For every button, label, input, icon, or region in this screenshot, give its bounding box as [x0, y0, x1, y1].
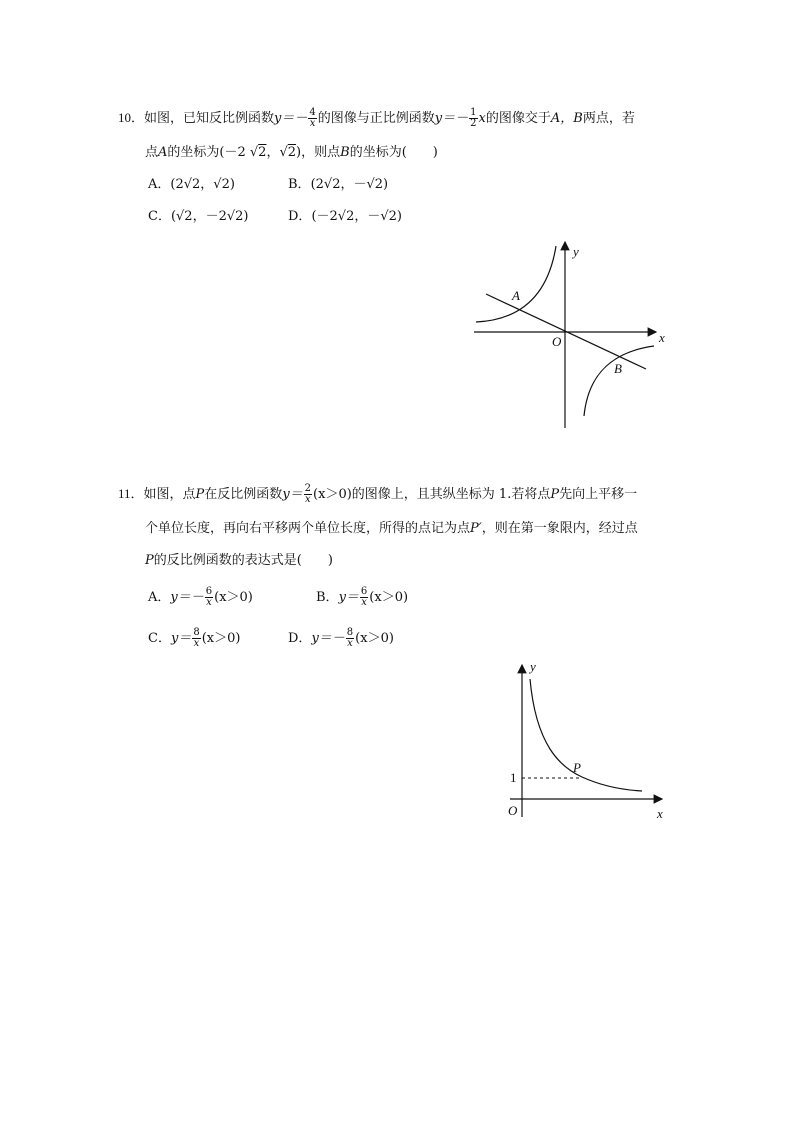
- option-label: C．: [148, 631, 171, 646]
- q10-option-c[interactable]: [148, 208, 248, 226]
- q11-point-p-2: P: [550, 487, 560, 502]
- q11-text-2: 个单位长度，再向右平移两个单位长度，所得的点记为点: [145, 521, 471, 536]
- option-cond: (x＞0): [201, 631, 241, 646]
- q11-text-1a: 如图，点: [143, 487, 196, 502]
- origin-label: O: [508, 803, 518, 818]
- q10-func2-den: 2: [470, 118, 477, 129]
- q10-text-1c: 的图像交于: [485, 111, 551, 126]
- q11-point-p: P: [195, 487, 205, 502]
- option-den: x: [361, 597, 367, 608]
- q10-func1-lhs: y＝－: [274, 111, 308, 126]
- q10-line2: 点A的坐标为(－2 √2，√2)，则点B的坐标为( ): [145, 145, 438, 160]
- q10-func2-lhs: y＝－: [434, 111, 469, 126]
- q10-text-1d: 两点，若: [582, 111, 635, 126]
- tick-one-label: 1: [510, 770, 517, 785]
- option-value: (√2，－2√2): [170, 209, 249, 224]
- q11-func-den: x: [305, 494, 311, 505]
- y-axis-label: y: [530, 659, 536, 674]
- q11-line3: [145, 552, 333, 570]
- option-label: B．: [316, 590, 339, 605]
- q11-option-c[interactable]: [148, 628, 240, 649]
- q10-sqrt-b: 2: [287, 145, 297, 160]
- q11-line2: [145, 520, 638, 538]
- q10-number: 10．: [118, 110, 145, 125]
- option-den: x: [193, 638, 200, 649]
- option-value: (2√2，－√2): [310, 177, 389, 192]
- q11-text-3: 的反比例函数的表达式是( ): [153, 553, 333, 568]
- q10-option-b[interactable]: [288, 176, 388, 194]
- q10-func1-frac: [308, 108, 316, 129]
- option-cond: (x＞0): [355, 631, 394, 646]
- q10-text-2e: 的坐标为( ): [349, 145, 438, 160]
- option-value: (2√2，√2): [170, 177, 235, 192]
- option-num: 6: [205, 586, 213, 597]
- q10-func1-num: 4: [309, 107, 316, 118]
- q10-text-2c: ，: [266, 145, 280, 160]
- q11-option-a[interactable]: [148, 587, 253, 608]
- q10-point-a-ref: A: [158, 145, 168, 160]
- option-label: C．: [148, 209, 171, 224]
- q11-text-1b: 在反比例函数: [204, 487, 283, 502]
- option-label: A．: [148, 590, 171, 605]
- q11-option-b[interactable]: [316, 587, 408, 608]
- q11-text-1d: 先向上平移一: [559, 487, 638, 502]
- option-num: 6: [360, 586, 368, 597]
- q11-line1: [118, 484, 637, 505]
- option-lhs: y＝: [170, 631, 192, 646]
- q10-func2-num: 1: [470, 107, 477, 118]
- origin-label: O: [552, 334, 562, 349]
- q10-func2-frac: [469, 108, 477, 129]
- q10-option-d[interactable]: [288, 208, 402, 226]
- q11-point-p-3: P: [145, 553, 154, 568]
- option-frac: [192, 628, 200, 649]
- q11-text-2b: ，则在第一象限内，经过点: [481, 521, 638, 536]
- hyperbola-branch: [530, 679, 642, 791]
- q11-func-frac: [304, 484, 312, 505]
- option-lhs: y＝－: [170, 590, 204, 605]
- option-label: A．: [148, 177, 171, 192]
- q11-option-d[interactable]: [288, 628, 394, 649]
- q11-func-cond: (x＞0): [313, 487, 352, 502]
- option-frac: [360, 587, 368, 608]
- y-axis-label: y: [573, 244, 579, 259]
- option-den: x: [206, 597, 212, 608]
- option-lhs: y＝: [338, 590, 359, 605]
- q10-line1: [118, 108, 635, 129]
- q10-text-1b: 的图像与正比例函数: [317, 111, 435, 126]
- q10-text-2d: )，则点: [296, 145, 341, 160]
- q10-point-b-ref: B: [340, 145, 350, 160]
- option-frac: [205, 587, 213, 608]
- q10-text-2b: 的坐标为(－2: [167, 145, 246, 160]
- q11-number: 11．: [118, 486, 144, 501]
- q11-func-lhs: y＝: [282, 487, 303, 502]
- x-axis-label: x: [659, 330, 665, 345]
- option-num: 8: [193, 627, 200, 638]
- option-label: D．: [288, 631, 312, 646]
- option-cond: (x＞0): [214, 590, 253, 605]
- q10-func1-den: x: [309, 118, 316, 129]
- x-axis-label: x: [657, 806, 663, 821]
- point-a-label: A: [512, 288, 520, 303]
- q11-func-num: 2: [304, 483, 312, 494]
- q11-point-p-prime: P′: [470, 521, 482, 536]
- q10-sqrt-a: 2: [258, 145, 267, 160]
- q10-text-1a: 如图，已知反比例函数: [144, 111, 275, 126]
- option-num: 8: [346, 627, 354, 638]
- option-lhs: y＝－: [311, 631, 345, 646]
- q10-func2-tail: x: [478, 111, 486, 126]
- option-label: D．: [288, 209, 312, 224]
- q10-text-2a: 点: [145, 145, 159, 160]
- q10-points: A，B: [550, 111, 583, 126]
- q11-text-1c: 的图像上，且其纵坐标为 1.若将点: [351, 487, 551, 502]
- q10-option-a[interactable]: [148, 176, 235, 194]
- point-p-label: P: [573, 760, 581, 775]
- q11-figure: [500, 655, 690, 825]
- option-cond: (x＞0): [369, 590, 409, 605]
- option-label: B．: [288, 177, 311, 192]
- point-b-label: B: [614, 361, 622, 376]
- option-frac: [346, 628, 354, 649]
- option-den: x: [347, 638, 353, 649]
- option-value: (－2√2，－√2): [311, 209, 402, 224]
- q10-figure: [470, 236, 670, 436]
- hyperbola-branch-left: [476, 246, 556, 322]
